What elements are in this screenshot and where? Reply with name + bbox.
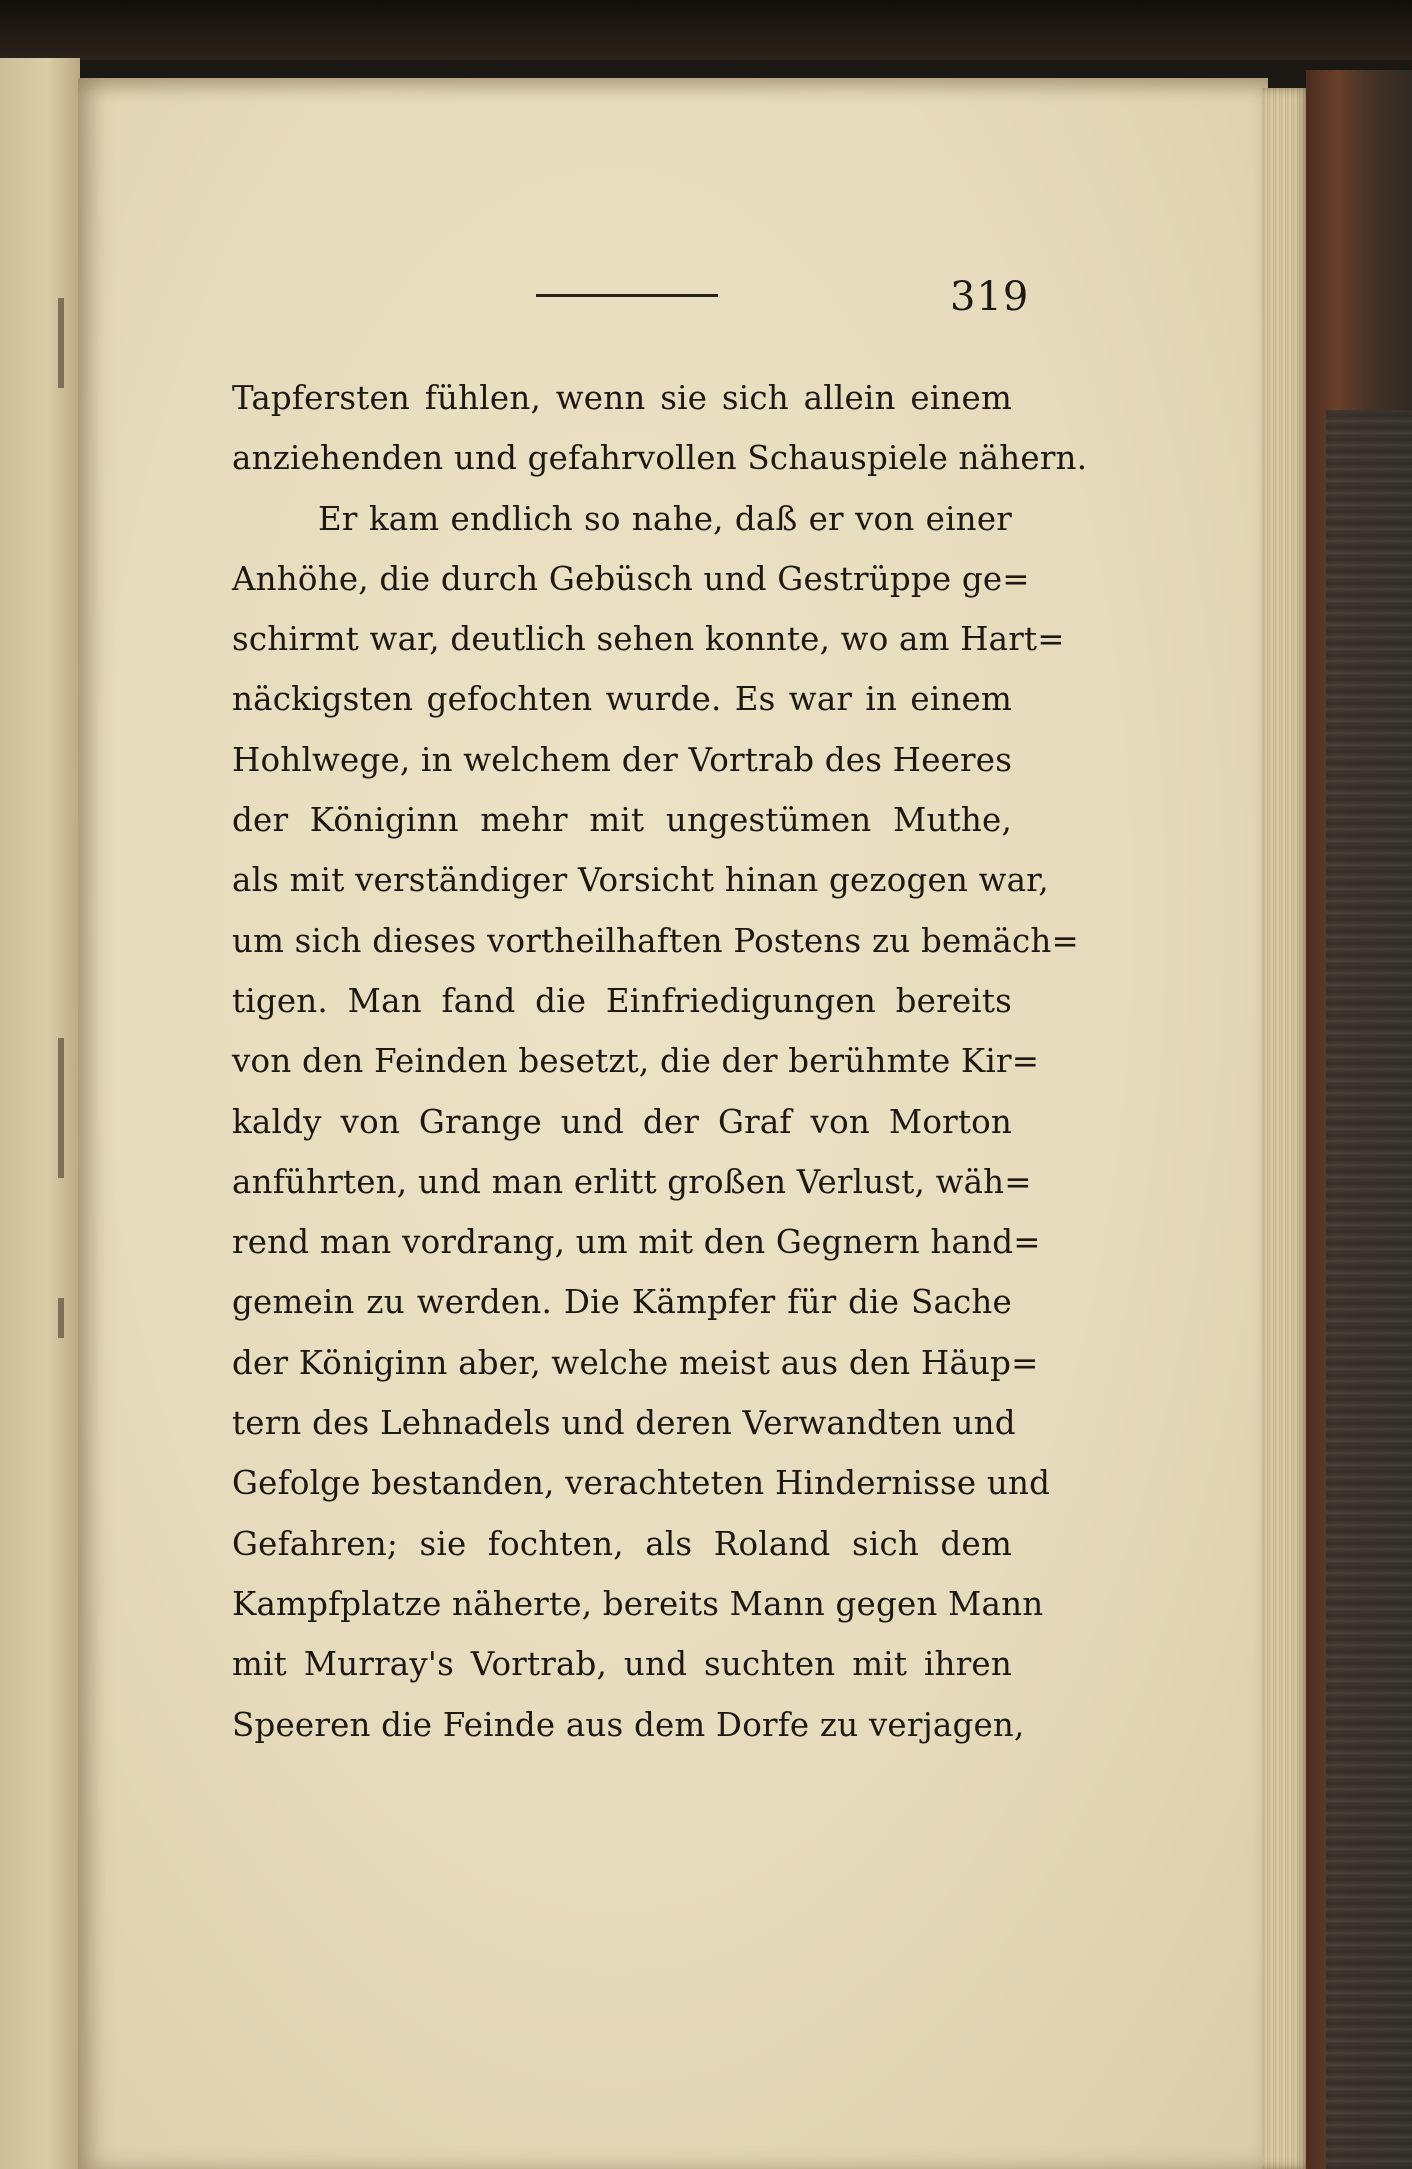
top-shadow — [0, 0, 1412, 60]
text-line: gemein zu werden. Die Kämpfer für die Sache — [232, 1283, 1012, 1322]
header-rule — [536, 294, 718, 297]
text-line: um sich dieses vortheilhaften Postens zu bemäch= — [232, 921, 1079, 960]
text-line: Er kam endlich so nahe, daß er von einer — [318, 499, 1012, 538]
text-line: der Königinn aber, welche meist aus den Häup= — [232, 1343, 1039, 1382]
text-line: anführten, und man erlitt großen Verlust, wäh= — [232, 1162, 1032, 1201]
text-line: Speeren die Feinde aus dem Dorfe zu verjagen, — [232, 1705, 1025, 1744]
text-line: mit Murray's Vortrab, und suchten mit ihren — [232, 1645, 1012, 1684]
text-line: kaldy von Grange und der Graf von Morton — [232, 1102, 1012, 1141]
edge-mark — [58, 1038, 64, 1178]
text-line: von den Feinden besetzt, die der berühmte Kir= — [232, 1042, 1040, 1081]
text-line: tern des Lehnadels und deren Verwandten und — [232, 1404, 1016, 1443]
book-cover — [1306, 70, 1412, 2169]
text-line: schirmt war, deutlich sehen konnte, wo am Hart= — [232, 620, 1065, 659]
body-text — [232, 368, 1088, 1755]
text-line: als mit verständiger Vorsicht hinan gezogen war, — [232, 861, 1049, 900]
cover-cloth — [1326, 410, 1412, 2169]
text-line: Kampfplatze näherte, bereits Mann gegen Mann — [232, 1584, 1044, 1623]
text-line: Hohlwege, in welchem der Vortrab des Heeres — [232, 740, 1013, 779]
edge-mark — [58, 298, 64, 388]
edge-mark — [58, 1298, 64, 1338]
left-page-edge — [0, 58, 80, 2169]
text-line: Anhöhe, die durch Gebüsch und Gestrüppe ge= — [232, 559, 1030, 598]
text-line: der Königinn mehr mit ungestümen Muthe, — [232, 801, 1012, 840]
page-block-edges — [1262, 88, 1310, 2169]
text-line: anziehenden und gefahrvollen Schauspiele nähern. — [232, 439, 1088, 478]
page-number: 319 — [950, 274, 1030, 320]
text-line: Gefahren; sie fochten, als Roland sich dem — [232, 1524, 1012, 1563]
text-line: tigen. Man fand die Einfriedigungen bereits — [232, 981, 1012, 1020]
text-line: rend man vordrang, um mit den Gegnern hand= — [232, 1223, 1041, 1262]
text-line: näckigsten gefochten wurde. Es war in einem — [232, 680, 1012, 719]
text-line: Tapfersten fühlen, wenn sie sich allein einem — [232, 379, 1012, 417]
text-line: Gefolge bestanden, verachteten Hindernisse und — [232, 1464, 1051, 1503]
